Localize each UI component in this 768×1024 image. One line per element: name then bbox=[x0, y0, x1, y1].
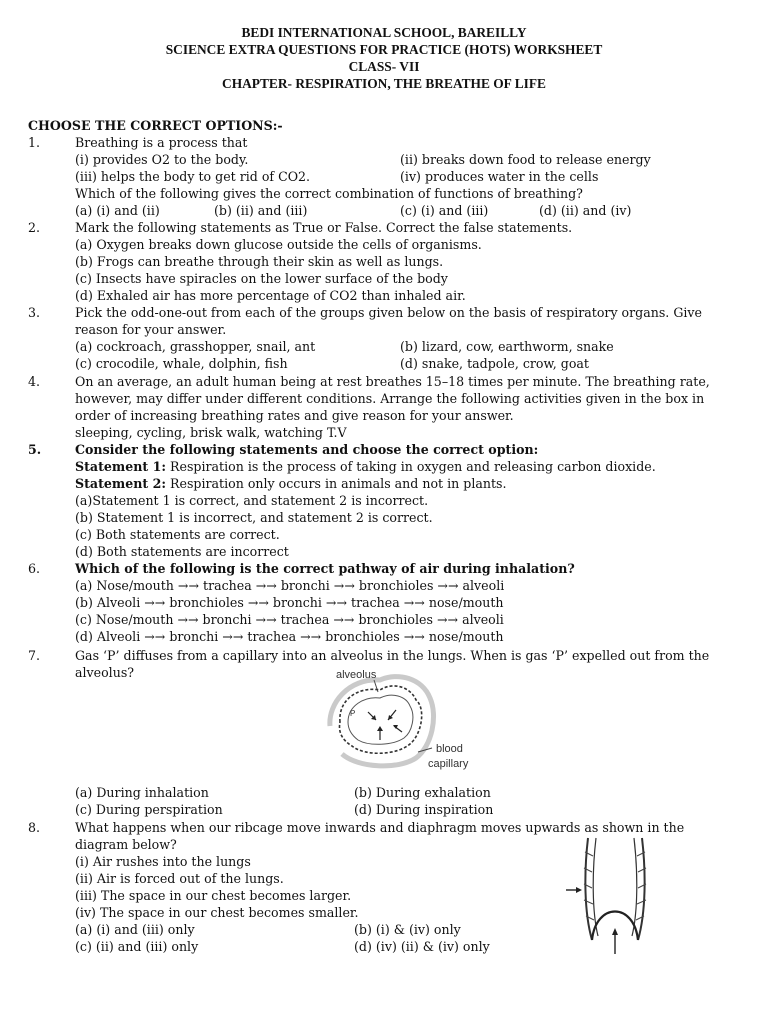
q5-option-d: (d) Both statements are incorrect bbox=[75, 544, 289, 559]
capillary-label: capillary bbox=[428, 758, 469, 770]
q1-option-b: (b) (ii) and (iii) bbox=[214, 203, 308, 218]
q1-option-a: (a) (i) and (ii) bbox=[75, 203, 160, 218]
q7-option-d: (d) During inspiration bbox=[354, 802, 494, 817]
q1-option-d: (d) (ii) and (iv) bbox=[539, 203, 632, 218]
q8-option-a: (a) (i) and (iii) only bbox=[75, 922, 195, 937]
q5-statement-1-label: Statement 1: bbox=[75, 459, 167, 474]
q1-item-iv: (iv) produces water in the cells bbox=[400, 169, 599, 184]
q4-number: 4. bbox=[28, 374, 41, 389]
q4-stem-line1: On an average, an adult human being at rest breathes 15–18 times per minute. The breathing rate, bbox=[75, 374, 710, 389]
alveolus-wall bbox=[340, 686, 422, 753]
q1-number: 1. bbox=[28, 135, 41, 150]
q7-stem-line2: alveolus? bbox=[75, 665, 135, 680]
q5-option-b: (b) Statement 1 is incorrect, and statement 2 is correct. bbox=[75, 510, 433, 525]
q8-item-i: (i) Air rushes into the lungs bbox=[75, 854, 251, 869]
q7-number: 7. bbox=[28, 648, 41, 663]
q8-stem-line1: What happens when our ribcage move inwards and diaphragm moves upwards as shown in the bbox=[75, 820, 685, 835]
q8-option-b: (b) (i) & (iv) only bbox=[354, 922, 461, 937]
q5-statement-1 bbox=[75, 458, 656, 475]
diffusion-arrowhead-3 bbox=[377, 726, 383, 731]
q3-stem-line2: reason for your answer. bbox=[75, 322, 227, 337]
ribcage-diaphragm-diagram bbox=[560, 832, 670, 960]
q3-option-a: (a) cockroach, grasshopper, snail, ant bbox=[75, 339, 316, 354]
q7-option-c: (c) During perspiration bbox=[75, 802, 223, 817]
q8-item-iii: (iii) The space in our chest becomes larger. bbox=[75, 888, 352, 903]
q2-option-c: (c) Insects have spiracles on the lower surface of the body bbox=[75, 271, 448, 286]
blood-label: blood bbox=[436, 743, 463, 755]
q4-stem-line3: order of increasing breathing rates and give reason for your answer. bbox=[75, 408, 514, 423]
q1-stem: Breathing is a process that bbox=[75, 135, 248, 150]
q4-activities: sleeping, cycling, brisk walk, watching T.V bbox=[75, 425, 347, 440]
diaphragm-upward-arrowhead bbox=[612, 928, 618, 935]
q5-option-c: (c) Both statements are correct. bbox=[75, 527, 280, 542]
q1-question: Which of the following gives the correct combination of functions of breathing? bbox=[75, 186, 583, 201]
q8-item-ii: (ii) Air is forced out of the lungs. bbox=[75, 871, 284, 886]
q2-option-b: (b) Frogs can breathe through their skin as well as lungs. bbox=[75, 254, 444, 269]
q5-statement-2 bbox=[75, 475, 507, 492]
q3-option-d: (d) snake, tadpole, crow, goat bbox=[400, 356, 589, 371]
ribcage-inward-arrowhead bbox=[576, 887, 582, 893]
q8-stem-line2: diagram below? bbox=[75, 837, 177, 852]
q1-item-iii: (iii) helps the body to get rid of CO2. bbox=[75, 169, 311, 184]
worksheet-header bbox=[0, 24, 768, 92]
school-name: BEDI INTERNATIONAL SCHOOL, BAREILLY bbox=[241, 25, 527, 40]
gas-p-label: P bbox=[350, 709, 356, 718]
q1-option-c: (c) (i) and (iii) bbox=[400, 203, 489, 218]
q5-option-a: (a)Statement 1 is correct, and statement 2 is incorrect. bbox=[75, 493, 429, 508]
q5-statement-1-text: Respiration is the process of taking in oxygen and releasing carbon dioxide. bbox=[166, 459, 656, 474]
q6-option-b: (b) Alveoli →→ bronchioles →→ bronchi →→ trachea →→ nose/mouth bbox=[75, 595, 504, 610]
q6-option-d: (d) Alveoli →→ bronchi →→ trachea →→ bronchioles →→ nose/mouth bbox=[75, 629, 504, 644]
worksheet-title: SCIENCE EXTRA QUESTIONS FOR PRACTICE (HOTS) WORKSHEET bbox=[165, 42, 603, 57]
diffusion-arrowhead-2 bbox=[388, 715, 393, 720]
alveolus-diagram bbox=[318, 664, 498, 776]
q6-option-a: (a) Nose/mouth →→ trachea →→ bronchi →→ bronchioles →→ alveoli bbox=[75, 578, 505, 593]
class-label: CLASS- VII bbox=[348, 59, 420, 74]
q8-number: 8. bbox=[28, 820, 41, 835]
q2-number: 2. bbox=[28, 220, 41, 235]
q7-option-a: (a) During inhalation bbox=[75, 785, 209, 800]
q6-stem: Which of the following is the correct pathway of air during inhalation? bbox=[75, 561, 575, 576]
alveolus-label: alveolus bbox=[336, 669, 377, 681]
q7-option-b: (b) During exhalation bbox=[354, 785, 491, 800]
chapter-label: CHAPTER- RESPIRATION, THE BREATHE OF LIFE bbox=[222, 76, 546, 91]
q1-item-ii: (ii) breaks down food to release energy bbox=[400, 152, 651, 167]
q8-option-d: (d) (iv) (ii) & (iv) only bbox=[354, 939, 490, 954]
q3-option-b: (b) lizard, cow, earthworm, snake bbox=[400, 339, 614, 354]
q5-statement-2-text: Respiration only occurs in animals and not in plants. bbox=[166, 476, 507, 491]
q3-stem-line1: Pick the odd-one-out from each of the groups given below on the basis of respiratory organs. Give bbox=[75, 305, 702, 320]
q3-option-c: (c) crocodile, whale, dolphin, fish bbox=[75, 356, 288, 371]
q5-statement-2-label: Statement 2: bbox=[75, 476, 167, 491]
q3-number: 3. bbox=[28, 305, 41, 320]
q6-number: 6. bbox=[28, 561, 41, 576]
q1-item-i: (i) provides O2 to the body. bbox=[75, 152, 249, 167]
q2-option-d: (d) Exhaled air has more percentage of CO2 than inhaled air. bbox=[75, 288, 466, 303]
q6-option-c: (c) Nose/mouth →→ bronchi →→ trachea →→ bronchioles →→ alveoli bbox=[75, 612, 504, 627]
q7-stem-line1: Gas ‘P’ diffuses from a capillary into an alveolus in the lungs. When is gas ‘P’ expelled out from the bbox=[75, 648, 710, 663]
q4-stem-line2: however, may differ under different conditions. Arrange the following activities given in the box in bbox=[75, 391, 705, 406]
q8-option-c: (c) (ii) and (iii) only bbox=[75, 939, 199, 954]
q8-item-iv: (iv) The space in our chest becomes smaller. bbox=[75, 905, 359, 920]
q5-number: 5. bbox=[28, 442, 42, 457]
q2-option-a: (a) Oxygen breaks down glucose outside the cells of organisms. bbox=[75, 237, 482, 252]
section-title: CHOOSE THE CORRECT OPTIONS:- bbox=[28, 118, 283, 133]
q5-stem: Consider the following statements and choose the correct option: bbox=[75, 442, 539, 457]
q2-stem: Mark the following statements as True or False. Correct the false statements. bbox=[75, 220, 573, 235]
